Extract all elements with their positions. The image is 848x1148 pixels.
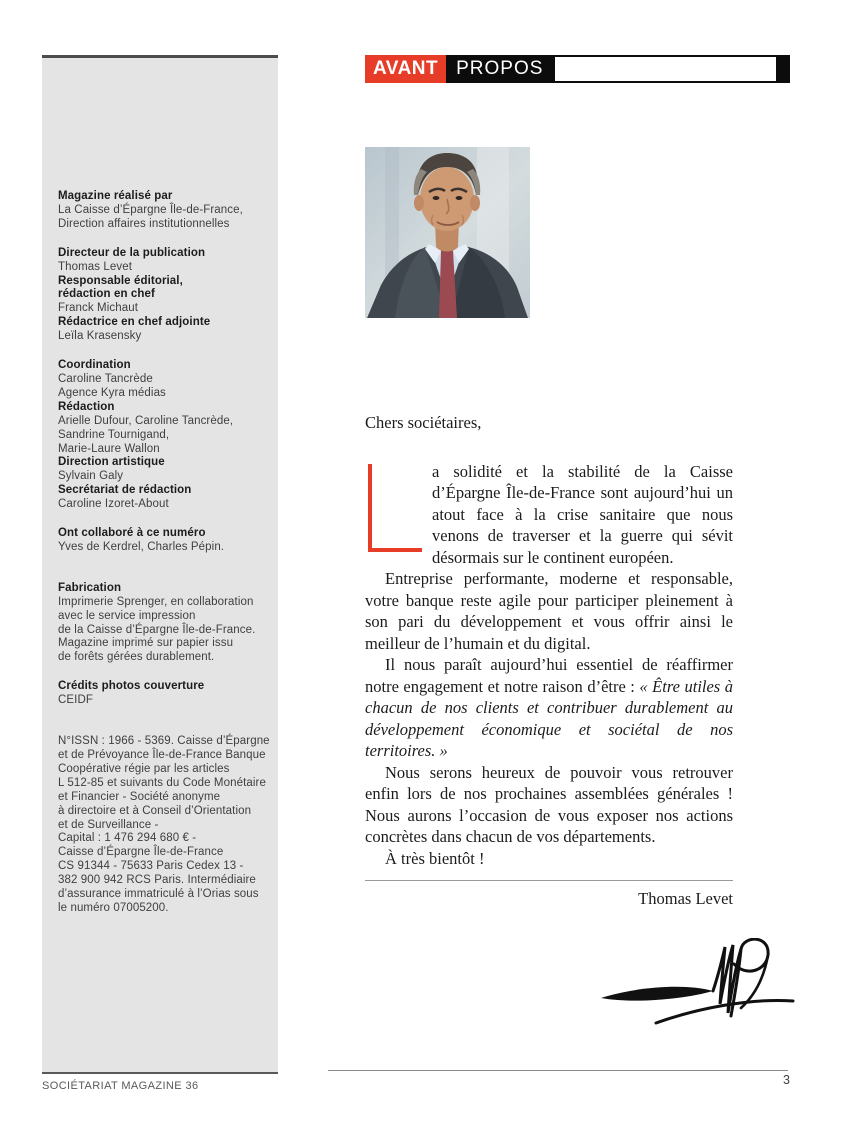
banner-tag-propos: PROPOS xyxy=(446,55,555,83)
masthead-line: Agence Kyra médias xyxy=(58,386,166,399)
salutation: Chers sociétaires, xyxy=(365,413,482,432)
masthead-group-coordination xyxy=(58,359,268,512)
masthead-heading: Rédactrice en chef adjointe xyxy=(58,316,211,329)
masthead-group-credits xyxy=(58,680,268,708)
masthead-heading: Responsable éditorial, xyxy=(58,274,183,287)
legal-line: 382 900 942 RCS Paris. Intermédiaire xyxy=(58,874,256,887)
legal-line: Coopérative régie par les articles xyxy=(58,762,230,775)
banner-rule xyxy=(555,55,776,83)
masthead-heading: Rédaction xyxy=(58,400,115,413)
dropcap-L-icon xyxy=(368,464,422,552)
legal-line: Caisse d’Épargne Île-de-France xyxy=(58,846,224,859)
masthead-heading: Magazine réalisé par xyxy=(58,190,173,202)
masthead-heading: Crédits photos couverture xyxy=(58,680,205,693)
masthead-line: de la Caisse d’Épargne Île-de-France. xyxy=(58,623,256,636)
masthead-group-fabrication xyxy=(58,582,268,665)
legal-line: CS 91344 - 75633 Paris Cedex 13 - xyxy=(58,860,244,873)
masthead-line: Thomas Levet xyxy=(58,260,133,273)
raison-detre-quote: « Être utiles à chacun de nos clients et contribuer durablement au développement économique et sociétal de nos territoires. » xyxy=(365,676,733,760)
masthead-group-collaborateurs xyxy=(58,527,268,555)
masthead-heading: Coordination xyxy=(58,359,131,372)
legal-line: le numéro 07005200. xyxy=(58,901,169,914)
paragraph-text: a solidité et la stabilité de la Caisse d’Épargne Île-de-France sont aujourd’hui un atout face à la crise sanitaire que nous venons de traverser et la guerre qui sévit désormais sur le continent européen. xyxy=(432,461,733,567)
portrait-illustration xyxy=(365,147,530,318)
masthead-line: Marie-Laure Wallon xyxy=(58,442,160,455)
legal-line: et de Prévoyance Île-de-France Banque xyxy=(58,749,266,761)
masthead-group-direction xyxy=(58,247,268,344)
editorial-column xyxy=(365,412,733,910)
masthead-sidebar xyxy=(42,55,278,1072)
body-paragraph-3 xyxy=(365,654,733,762)
masthead-line: La Caisse d’Épargne Île-de-France, xyxy=(58,203,243,216)
masthead-line: de forêts gérées durablement. xyxy=(58,651,215,664)
masthead-line: Leïla Krasensky xyxy=(58,330,142,343)
masthead-line: Caroline Izoret-About xyxy=(58,498,169,511)
byline-divider xyxy=(365,880,733,881)
byline-author: Thomas Levet xyxy=(638,889,733,908)
masthead-heading: rédaction en chef xyxy=(58,288,155,301)
footer-magazine-title: SOCIÉTARIAT MAGAZINE 36 xyxy=(42,1080,199,1092)
page-number: 3 xyxy=(783,1073,790,1087)
masthead-line: CEIDF xyxy=(58,694,93,707)
masthead-group-realise xyxy=(58,190,268,232)
masthead-line: Yves de Kerdrel, Charles Pépin. xyxy=(58,540,225,553)
legal-line: L 512-85 et suivants du Code Monétaire xyxy=(58,776,266,789)
footer-left-rule xyxy=(42,1072,278,1074)
masthead-heading: Directeur de la publication xyxy=(58,246,206,259)
body-paragraph-5: À très bientôt ! xyxy=(385,848,485,868)
masthead-line: Sylvain Galy xyxy=(58,470,124,483)
signature-scribble xyxy=(593,938,798,1033)
portrait-photo xyxy=(365,147,530,318)
section-banner xyxy=(365,55,790,83)
masthead-line: Franck Michaut xyxy=(58,302,139,315)
masthead-line: Imprimerie Sprenger, en collaboration xyxy=(58,595,254,608)
body-paragraph-4: Nous serons heureux de pouvoir vous retrouver enfin lors de nos prochaines assemblées générales ! Nous aurons l’occasion de vous exposer nos actions concrètes dans chacun de vos départements. xyxy=(365,762,733,846)
legal-line: à directoire et à Conseil d’Orientation xyxy=(58,804,252,817)
footer-right-rule xyxy=(328,1070,788,1071)
body-paragraph-2: Entreprise performante, moderne et responsable, votre banque reste agile pour participer pleinement à son pari du développement et vous offrir ainsi le meilleur de l’humain et du digital. xyxy=(365,569,733,653)
masthead-heading: Ont collaboré à ce numéro xyxy=(58,527,206,540)
banner-tag-avant: AVANT xyxy=(365,55,446,83)
legal-line: d’assurance immatriculé à l’Orias sous xyxy=(58,888,259,901)
masthead-group-legal xyxy=(58,735,268,916)
masthead-line: Arielle Dufour, Caroline Tancrède, xyxy=(58,414,234,427)
masthead-heading: Direction artistique xyxy=(58,456,165,469)
body-paragraph-1 xyxy=(365,461,733,569)
paragraph-text: Il nous paraît aujourd’hui essentiel de réaffirmer notre engagement et notre raison d’être : xyxy=(365,655,733,696)
legal-line: et de Surveillance - xyxy=(58,818,159,831)
legal-line: et Financier - Société anonyme xyxy=(58,790,221,803)
masthead-line: Magazine imprimé sur papier issu xyxy=(58,637,234,650)
legal-line: Capital : 1 476 294 680 € - xyxy=(58,832,197,845)
masthead-line: Sandrine Tournigand, xyxy=(58,428,170,441)
legal-line: N°ISSN : 1966 - 5369. Caisse d’Épargne xyxy=(58,735,270,748)
masthead-line: Direction affaires institutionnelles xyxy=(58,217,230,230)
masthead-line: Caroline Tancrède xyxy=(58,372,153,385)
masthead-heading: Fabrication xyxy=(58,581,122,594)
banner-endcap xyxy=(776,55,790,83)
masthead-heading: Secrétariat de rédaction xyxy=(58,484,192,497)
masthead-line: avec le service impression xyxy=(58,609,196,622)
